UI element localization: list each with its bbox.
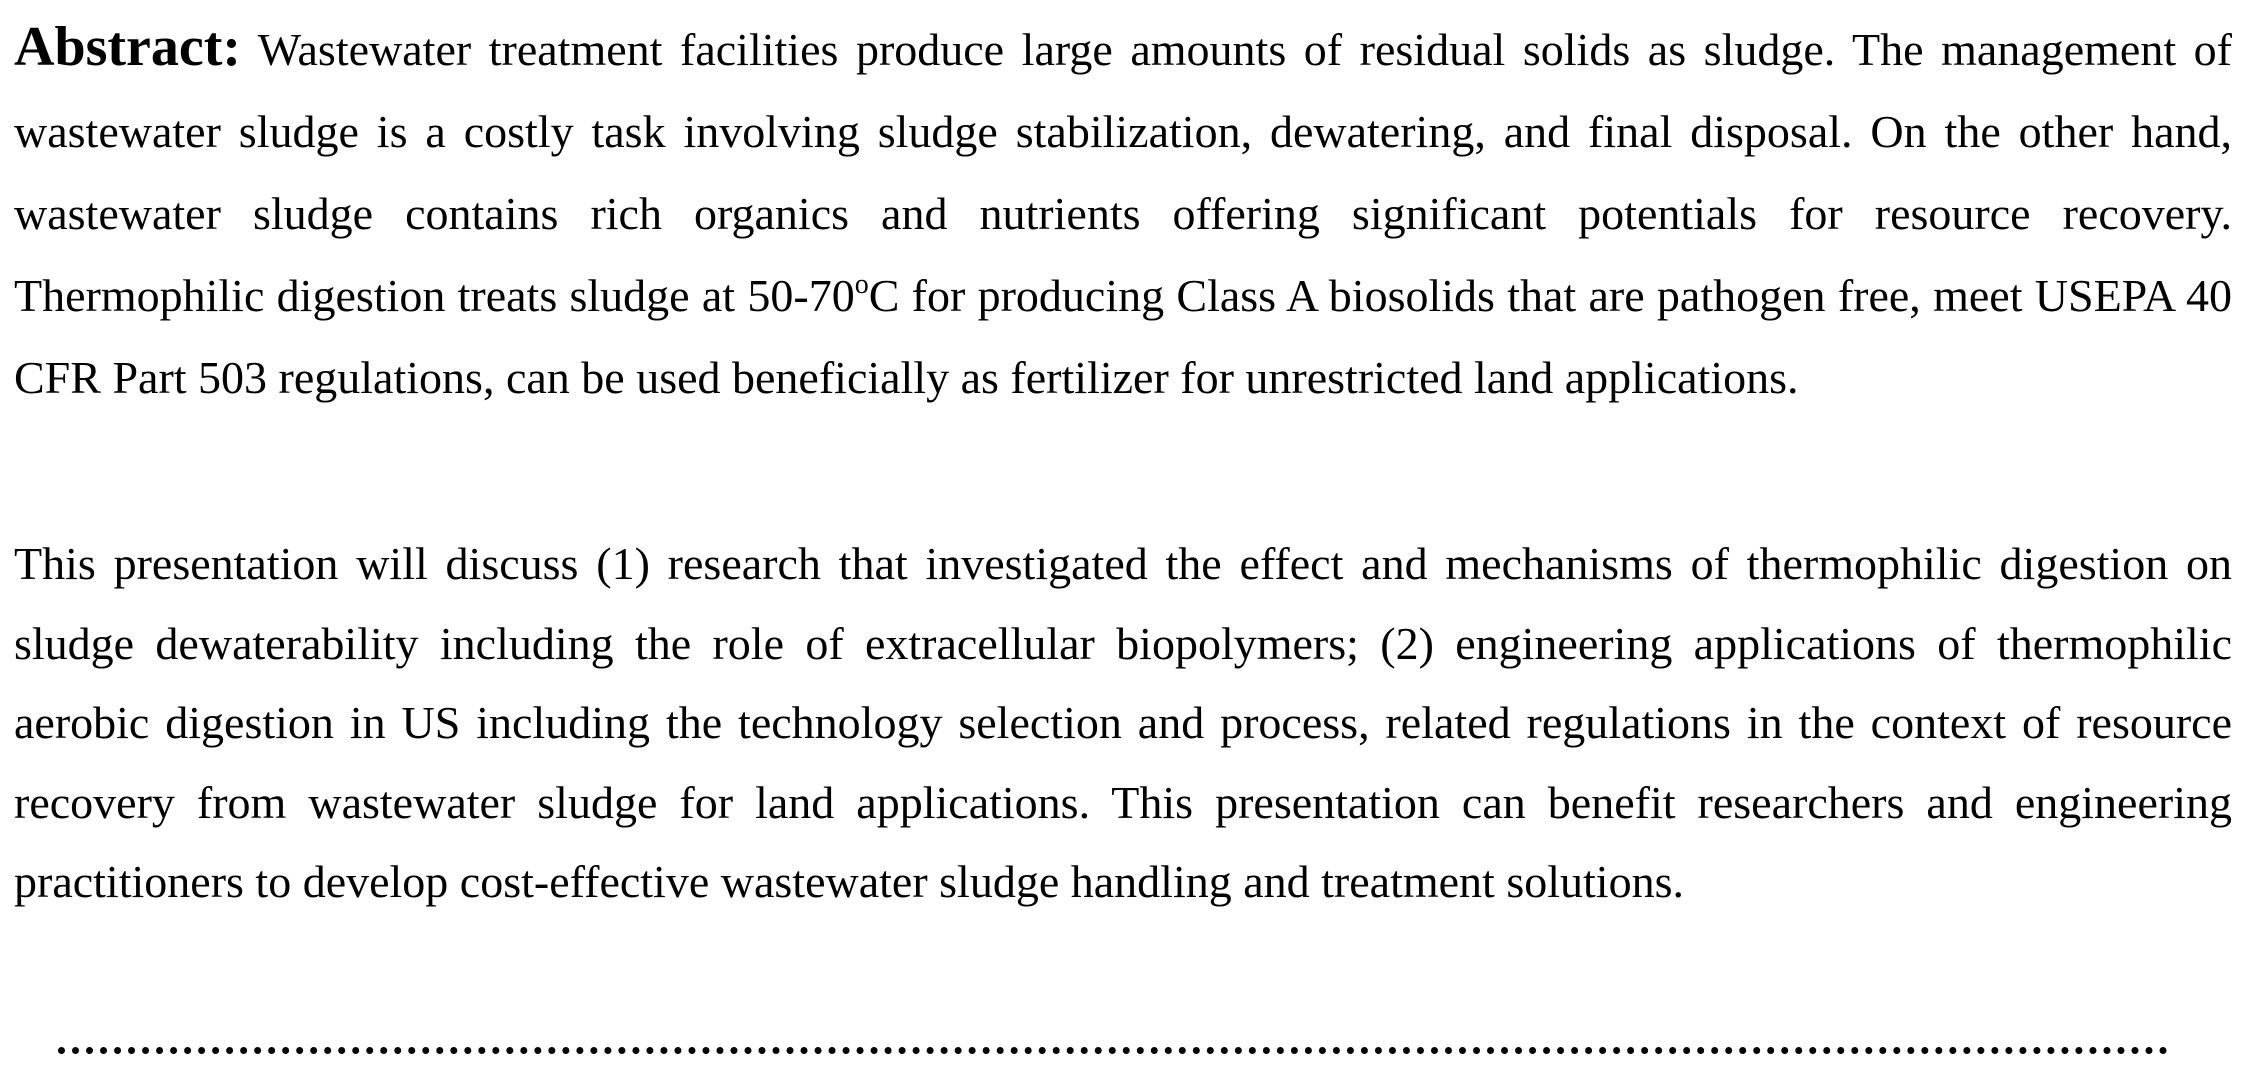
dotted-divider <box>58 1047 2168 1054</box>
abstract-text-part-1: Wastewater treatment facilities produce large amounts of residual solids as sludge. The management of wastewater sludge is a costly task involving sludge stabilization, dewatering, and final disposal. On the other hand, wastewater sludge contains rich organics and nutrients offering significant potentials for resource recovery. Thermophilic digestion treats sludge at 50-70 <box>14 24 2232 321</box>
abstract-label: Abstract: <box>14 16 242 78</box>
abstract-text-part-2: C for producing Class A biosolids that are pathogen free, meet USEPA 40 CFR Part 503 regulations, can be used beneficially as fertilizer for unrestricted land applications. <box>14 270 2232 403</box>
degree-symbol: o <box>854 269 869 300</box>
presentation-paragraph: This presentation will discuss (1) research that investigated the effect and mechanisms of thermophilic digestion on sludge dewaterability including the role of extracellular biopolymers; (2) engineering applications of thermophilic aerobic digestion in US including the technology selection and process, related regulations in the context of resource recovery from wastewater sludge for land applications. This presentation can benefit researchers and engineering practitioners to develop cost-effective wastewater sludge handling and treatment solutions. <box>14 538 2232 907</box>
abstract-paragraph <box>14 6 2232 419</box>
